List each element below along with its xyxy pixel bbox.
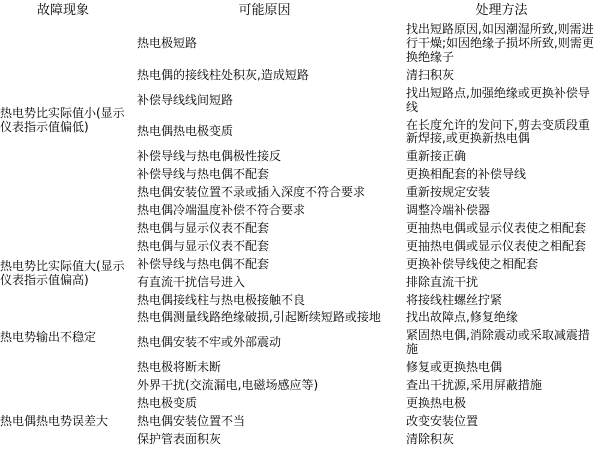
cause-cell: 热电极将断未断	[137, 360, 222, 375]
table-row	[126, 274, 600, 292]
remedy-cell: 重新接正确	[406, 149, 467, 164]
remedy-cell: 修复或更换热电偶	[406, 360, 503, 375]
table-row	[126, 202, 600, 220]
table-row	[126, 117, 600, 149]
remedy-cell: 将接线柱螺丝拧紧	[406, 292, 503, 307]
remedy-cell: 更换相配套的补偿导线	[406, 167, 527, 182]
table-row	[126, 166, 600, 184]
fault-label	[0, 395, 126, 449]
table-row	[126, 238, 600, 256]
remedy-cell: 更抽热电偶或显示仪表使之相配套	[406, 220, 587, 235]
cause-cell: 热电偶热电极变质	[137, 124, 234, 139]
cause-cell: 补偿导线与热电偶不配套	[137, 256, 270, 271]
table-row	[126, 256, 600, 274]
remedy-cell: 重新按规定安装	[406, 185, 491, 200]
table-row	[126, 21, 600, 67]
table-row	[126, 395, 600, 413]
table-row	[126, 148, 600, 166]
fault-label	[0, 21, 126, 220]
table-row	[126, 377, 600, 395]
remedy-cell: 调整冷端补偿器	[406, 203, 491, 218]
header-possible-cause: 可能原因	[238, 3, 291, 18]
remedy-cell: 找出故障点,修复绝缘	[406, 310, 518, 325]
remedy-cell: 查出干扰源,采用屏蔽措施	[406, 378, 542, 393]
cause-cell: 保护管表面积灰	[137, 431, 222, 446]
cause-cell: 热电极短路	[137, 35, 198, 50]
remedy-cell: 更换热电极	[406, 396, 467, 411]
table-section-emf-too-low	[0, 21, 600, 220]
table-header-row	[0, 0, 600, 18]
cause-cell: 热电偶与显示仪表不配套	[137, 238, 270, 253]
header-fault-phenomenon: 故障现象	[36, 3, 89, 18]
cause-cell: 外界干扰(交流漏电,电磁场感应等)	[137, 378, 319, 393]
table-row	[126, 184, 600, 202]
cause-cell: 热电偶的接线柱处积灰,造成短路	[137, 67, 309, 82]
section-rows	[126, 220, 600, 327]
table-row	[126, 67, 600, 85]
table-row	[126, 413, 600, 431]
cause-cell: 热电偶安装不牢或外部震动	[137, 335, 282, 350]
table-row	[126, 431, 600, 449]
remedy-cell: 找出短路点,加强绝缘或更换补偿导线	[406, 85, 590, 114]
table-section-emf-error-large	[0, 395, 600, 449]
remedy-cell: 更抽热电偶或显示仪表使之相配套	[406, 238, 587, 253]
cause-cell: 有直流干扰信号进入	[137, 274, 246, 289]
remedy-cell: 找出短路原因,如因潮湿所致,则需进行干燥;如因绝缘子损坏所致,则需更换绝缘子	[406, 22, 594, 64]
table-section-output-unstable	[0, 327, 600, 395]
fault-label-text: 热电势输出不稳定	[0, 330, 97, 345]
table-row	[126, 359, 600, 377]
section-rows	[126, 327, 600, 395]
fault-label-text: 热电偶热电势误差大	[0, 413, 109, 428]
cause-cell: 补偿导线与热电偶不配套	[137, 167, 270, 182]
header-remedy: 处理方法	[475, 3, 528, 18]
table-row	[126, 85, 600, 117]
cause-cell: 热电偶接线柱与热电极接触不良	[137, 292, 306, 307]
cause-cell: 热电偶安装位置不录或插入深度不符合要求	[137, 185, 366, 200]
table-section-emf-too-high	[0, 220, 600, 327]
fault-label-text: 热电势比实际值大(显示仪表指示值偏高)	[0, 258, 125, 287]
remedy-cell: 清除积灰	[406, 431, 455, 446]
table-row	[126, 327, 600, 359]
section-rows	[126, 21, 600, 220]
remedy-cell: 排除直流干扰	[406, 274, 479, 289]
remedy-cell: 更换补偿导线使之相配套	[406, 256, 539, 271]
table-row	[126, 292, 600, 310]
cause-cell: 补偿导线与热电偶极性接反	[137, 149, 282, 164]
fault-label-text: 热电势比实际值小(显示仪表指示值偏低)	[0, 105, 125, 134]
fault-label	[0, 220, 126, 327]
cause-cell: 热电偶测量线路绝缘破损,引起断续短路或接地	[137, 310, 381, 325]
cause-cell: 补偿导线线间短路	[137, 92, 234, 107]
cause-cell: 热电极变质	[137, 396, 198, 411]
fault-label	[0, 327, 126, 395]
remedy-cell: 改变安装位置	[406, 413, 479, 428]
table-row	[126, 220, 600, 238]
remedy-cell: 紧固热电偶,消除震动或采取减震措施	[406, 328, 590, 357]
remedy-cell: 在长度允许的发问下,剪去变质段重新焊接,或更换新热电偶	[406, 117, 590, 146]
cause-cell: 热电偶安装位置不当	[137, 413, 246, 428]
cause-cell: 热电偶冷端温度补偿不符合要求	[137, 203, 306, 218]
section-rows	[126, 395, 600, 449]
table-row	[126, 309, 600, 327]
remedy-cell: 清扫积灰	[406, 67, 455, 82]
cause-cell: 热电偶与显示仪表不配套	[137, 220, 270, 235]
